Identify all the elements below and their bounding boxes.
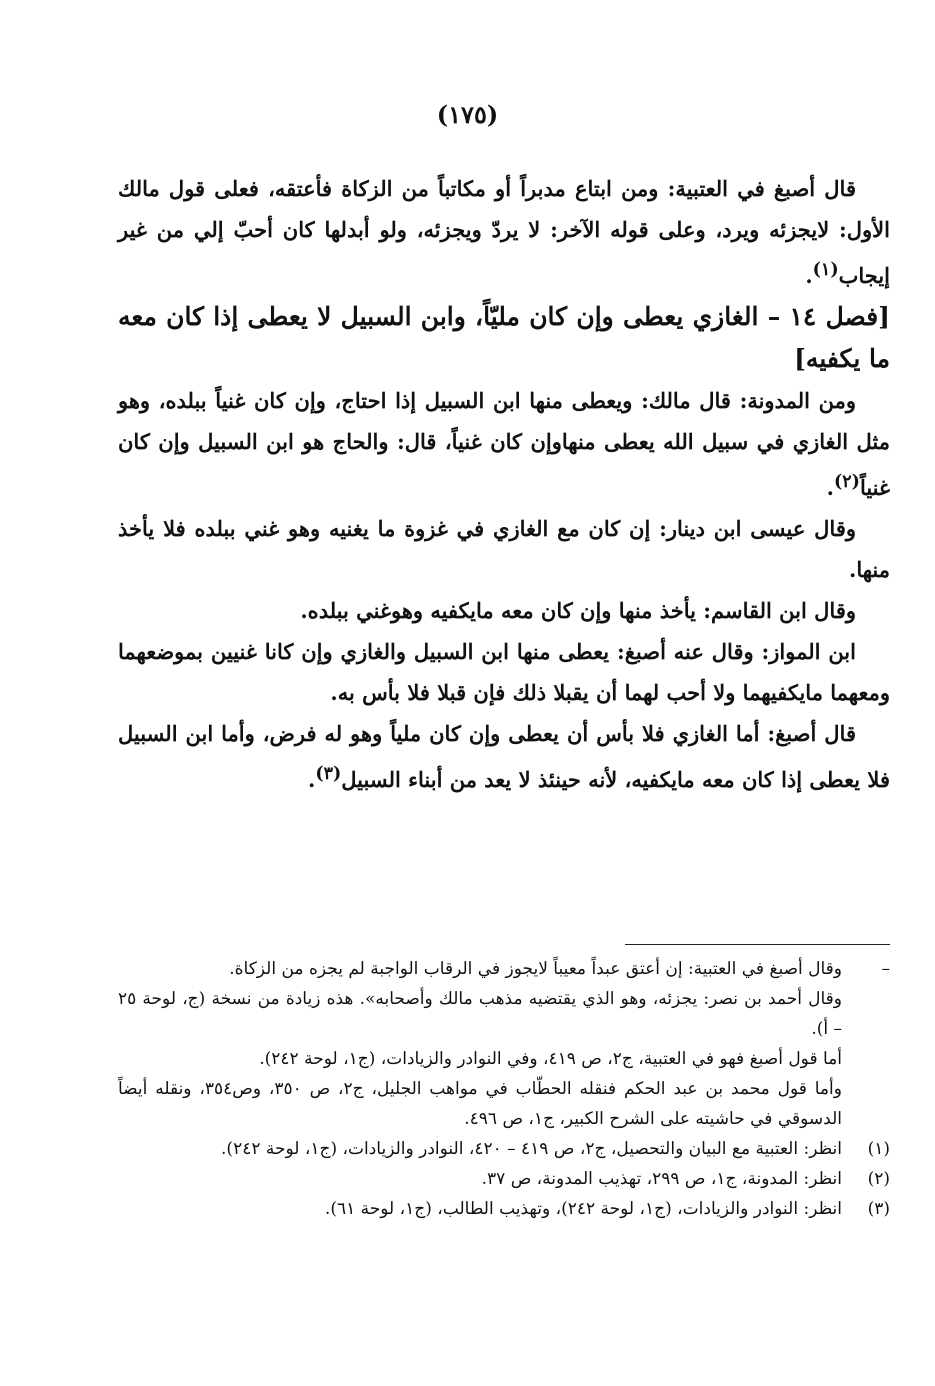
- footnote-marker: (١): [867, 1139, 890, 1159]
- footnote-ref-1: (١): [812, 260, 839, 280]
- paragraph-asbagh-ghazi: قال أصبغ: أما الغازي فلا بأس أن يعطى وإن كان ملياً وهو له فرض، وأما ابن السبيل فلا يعطى إذا كان معه مايكفيه، لأنه حينئذ لا يعد من أبناء السبيل$^{(٣)}$.: [118, 721, 890, 792]
- footnote-separator: [625, 944, 890, 945]
- paragraph-text: قال أصبغ في العتبية: ومن ابتاع مدبراً أو مكاتباً من الزكاة فأعتقه، فعلى قول مالك الأول: لايجزئه ويرد، وعلى قوله الآخر: لا يردّ ويجزئه، ولو أبدلها كان أحبّ إلي من غير إيجاب: [118, 176, 890, 288]
- paragraph-mudawwana: ومن المدونة: قال مالك: ويعطى منها ابن السبيل إذا احتاج، وإن كان غنياً ببلده، وهو مثل الغازي في سبيل الله يعطى منهاوإن كان غنياً، قال: والحاج هو ابن السبيل وإن كان غنياً$^{(٢)}$.: [118, 388, 890, 500]
- footnote-dash: –: [881, 959, 890, 979]
- footnote-text: انظر: النوادر والزيادات، (ج١، لوحة ٢٤٢)، وتهذيب الطالب، (ج١، لوحة ٦١).: [324, 1199, 842, 1219]
- footnote-1: [118, 1134, 890, 1164]
- paragraph-text: ومن المدونة: قال مالك: ويعطى منها ابن السبيل إذا احتاج، وإن كان غنياً ببلده، وهو مثل الغازي في سبيل الله يعطى منهاوإن كان غنياً، قال: والحاج هو ابن السبيل وإن كان غنياً: [118, 388, 890, 500]
- main-text: [118, 168, 890, 800]
- section-heading: [فصل ١٤ – الغازي يعطى وإن كان مليّاً، وابن السبيل لا يعطى إذا كان معه ما يكفيه]: [118, 302, 890, 373]
- paragraph-ibn-al-mawwaz: ابن المواز: وقال عنه أصبغ: يعطى منها ابن السبيل والغازي وإن كانا غنيين بموضعهما ومعهما مايكفيهما ولا أحب لهما أن يقبلا ذلك فإن قبلا فلا بأس به.: [118, 639, 890, 705]
- footnote-ref-2: (٢): [833, 472, 860, 492]
- footnote-ref-3: (٣): [315, 764, 342, 784]
- footnote-text: انظر: المدونة، ج١، ص ٢٩٩، تهذيب المدونة، ص ٣٧.: [481, 1169, 842, 1189]
- paragraph-asbagh-utbiyya: قال أصبغ في العتبية: ومن ابتاع مدبراً أو مكاتباً من الزكاة فأعتقه، فعلى قول مالك الأول: لايجزئه ويرد، وعلى قوله الآخر: لا يردّ ويجزئه، ولو أبدلها كان أحبّ إلي من غير إيجاب$^{(١)}$.: [118, 176, 890, 288]
- footnote-3: [118, 1194, 890, 1224]
- footnote-continuation: [118, 954, 890, 1134]
- footnote-line: أما قول أصبغ فهو في العتبية، ج٢، ص ٤١٩، وفي النوادر والزيادات، (ج١، لوحة ٢٤٢).: [259, 1049, 842, 1069]
- footnotes: [118, 954, 890, 1224]
- footnote-marker: (٢): [867, 1169, 890, 1189]
- footnote-marker: (٣): [867, 1199, 890, 1219]
- footnote-line: وقال أحمد بن نصر: يجزئه، وهو الذي يقتضيه مذهب مالك وأصحابه». هذه زيادة من نسخة (ج، لوحة ٢٥ – أ).: [118, 989, 842, 1039]
- footnote-2: [118, 1164, 890, 1194]
- paragraph-text: قال أصبغ: أما الغازي فلا بأس أن يعطى وإن كان ملياً وهو له فرض، وأما ابن السبيل فلا يعطى إذا كان معه مايكفيه، لأنه حينئذ لا يعد من أبناء السبيل: [118, 721, 890, 792]
- footnote-line: وقال أصبغ في العتبية: إن أعتق عبداً معيباً لايجوز في الرقاب الواجبة لم يجزه من الزكاة.: [229, 959, 842, 979]
- page-number: (١٧٥): [436, 100, 499, 129]
- paragraph-isa-ibn-dinar: وقال عيسى ابن دينار: إن كان مع الغازي في غزوة ما يغنيه وهو غني ببلده فلا يأخذ منها.: [118, 516, 890, 582]
- footnote-text: انظر: العتبية مع البيان والتحصيل، ج٢، ص ٤١٩ – ٤٢٠، النوادر والزيادات، (ج١، لوحة ٢٤٢).: [221, 1139, 842, 1159]
- paragraph-ibn-al-qasim: وقال ابن القاسم: يأخذ منها وإن كان معه مايكفيه وهوغني ببلده.: [300, 598, 856, 623]
- footnote-line: وأما قول محمد بن عبد الحكم فنقله الحطّاب في مواهب الجليل، ج٢، ص ٣٥٠، وص٣٥٤، ونقله أيضاً الدسوقي في حاشيته على الشرح الكبير، ج١، ص ٤٩٦.: [118, 1079, 842, 1129]
